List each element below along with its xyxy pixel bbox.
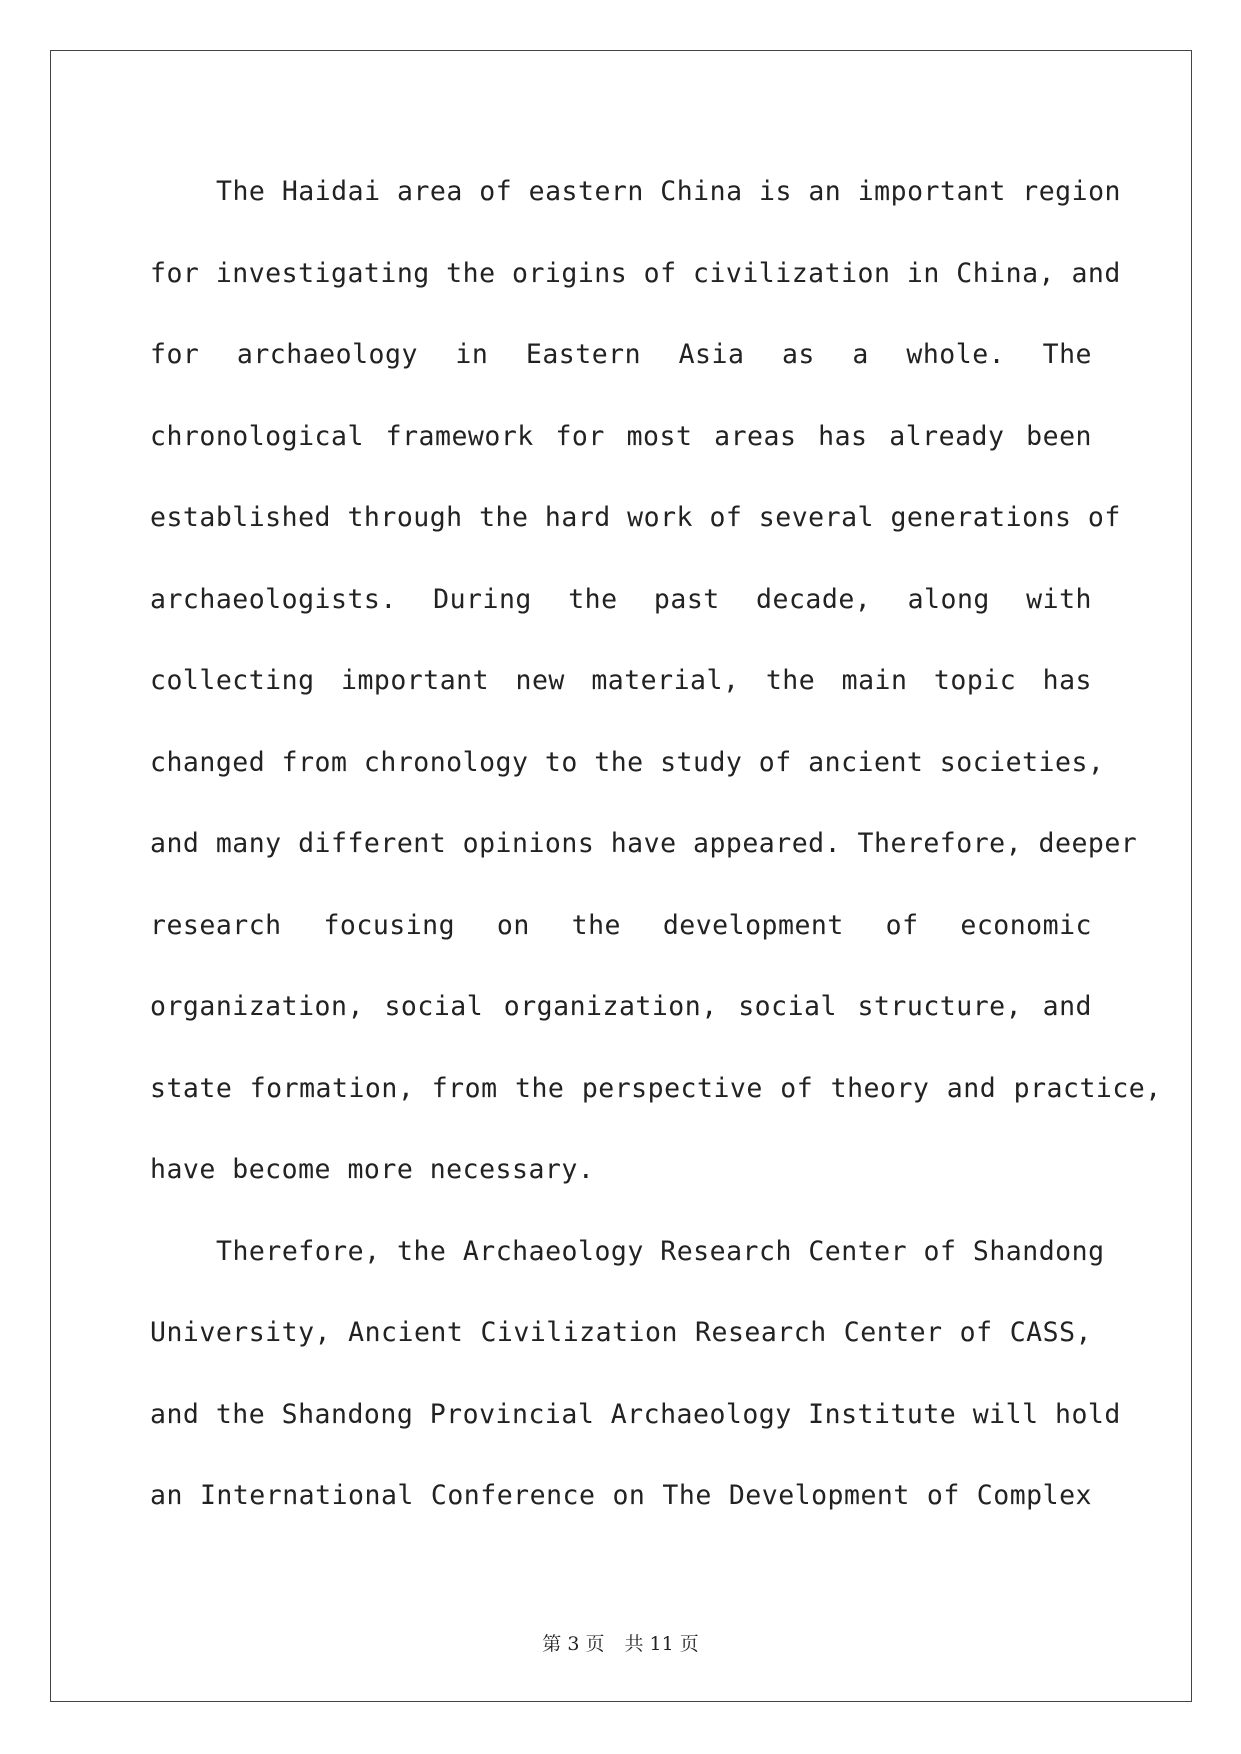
text-line: an International Conference on The Development of Complex <box>150 1480 1092 1511</box>
page-number: 第 3 页 <box>542 1633 605 1655</box>
text-line: chronological framework for most areas has already been <box>150 420 1092 452</box>
text-line: Therefore, the Archaeology Research Center of Shandong <box>216 1235 1105 1267</box>
text-line: The Haidai area of eastern China is an important region <box>216 176 1121 207</box>
text-line: have become more necessary. <box>150 1154 595 1185</box>
text-line: and the Shandong Provincial Archaeology Institute will hold <box>150 1398 1121 1430</box>
text-line: research focusing on the development of economic <box>150 909 1092 941</box>
text-line: changed from chronology to the study of ancient societies, <box>150 746 1105 778</box>
page-total: 共 11 页 <box>624 1633 699 1655</box>
text-line: established through the hard work of several generations of <box>150 502 1121 533</box>
text-line: collecting important new material, the main topic has <box>150 665 1092 696</box>
page-footer <box>0 1629 1241 1656</box>
document-body <box>150 151 1162 1537</box>
text-line: organization, social organization, social structure, and <box>150 991 1092 1022</box>
text-line: state formation, from the perspective of theory and practice, <box>150 1072 1162 1104</box>
text-line: University, Ancient Civilization Research Center of CASS, <box>150 1317 1092 1348</box>
paragraph-2 <box>150 1211 1121 1537</box>
text-line: and many different opinions have appeared. Therefore, deeper <box>150 828 1138 859</box>
paragraph-1 <box>150 151 1162 1211</box>
text-line: archaeologists. During the past decade, along with <box>150 583 1092 615</box>
text-line: for archaeology in Eastern Asia as a whole. The <box>150 339 1092 370</box>
text-line: for investigating the origins of civilization in China, and <box>150 257 1121 289</box>
